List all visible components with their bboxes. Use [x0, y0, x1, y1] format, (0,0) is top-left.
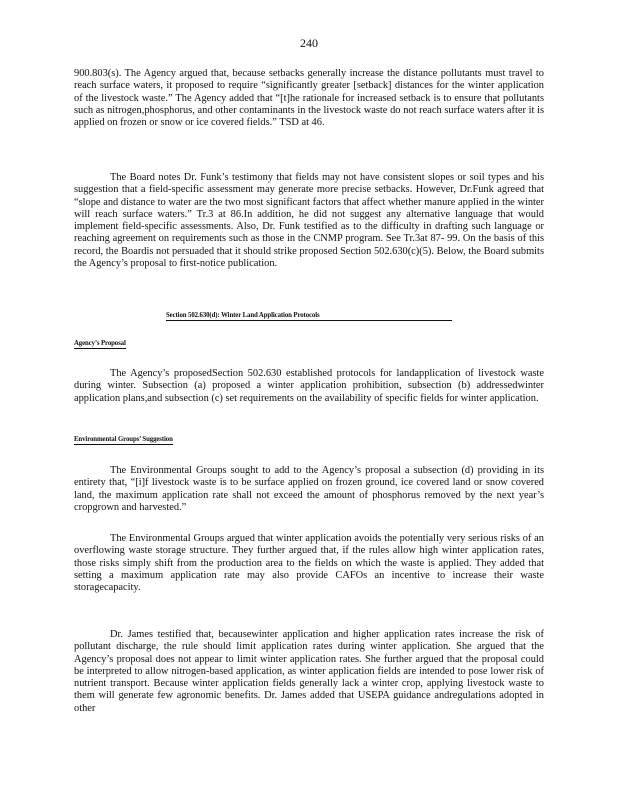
- paragraph-agency-proposal: The Agency’s proposedSection 502.630 established protocols for landapplication of livestock waste during winter. Subsection (a) proposed a winter application prohibition, subsection (b) addressedwinter application plans,and subsection (c) set requirements on the availability of specific fields for winter application.: [74, 368, 544, 404]
- agency-proposal-heading: Agency’s Proposal: [74, 340, 126, 347]
- page-number: 240: [300, 36, 318, 50]
- paragraph-environmental-groups-suggestion: The Environmental Groups sought to add to the Agency’s proposal a subsection (d) providing in its entirety that, “[i]f livestock waste is to be surface applied on frozen ground, ice covered land or snow covered land, the maximum application rate shall not exceed the amount of phosphorus removed by the next year’s cropgrown and harvested.”: [74, 465, 544, 513]
- paragraph-setback-rationale: 900.803(s). The Agency argued that, because setbacks generally increase the distance pollutants must travel to reach surface waters, it proposed to require “significantly greater [setback] distances for the winter application of the livestock waste.” The Agency added that “[t]he rationale for increased setback is to ensure that pollutants such as nitrogen,phosphorus, and other contaminants in the livestock waste do not reach surface waters after it is applied on frozen or snow or ice covered fields.” TSD at 46.: [74, 68, 544, 129]
- paragraph-funk-testimony: The Board notes Dr. Funk’s testimony that fields may not have consistent slopes or soil types and his suggestion that a field-specific assessment may generate more precise setbacks. However, Dr.Funk agreed that “slope and distance to water are the two most significant factors that affect whether manure applied in the winter will reach surface waters.” Tr.3 at 86.In addition, he did not suggest any alternative language that would implement field-specific assessments. Also, Dr. Funk testified as to the difficulty in drafting such language or reaching agreement on requirements such as those in the CNMP program. See Tr.3at 87- 99. On the basis of this record, the Boardis not persuaded that it should strike proposed Section 502.630(c)(5). Below, the Board submits the Agency’s proposal to first-notice publication.: [74, 172, 544, 270]
- environmental-groups-heading: Environmental Groups’ Suggestion: [74, 436, 173, 443]
- paragraph-environmental-groups-argument: The Environmental Groups argued that winter application avoids the potentially very serious risks of an overflowing waste storage structure. They further argued that, if the rules allow high winter application rates, those risks simply shift from the production area to the fields on which the waste is applied. They added that setting a maximum application rate may also provide CAFOs an incentive to increase their waste storagecapacity.: [74, 533, 544, 594]
- section-heading: Section 502.630(d): Winter Land Application Protocols: [166, 312, 452, 321]
- paragraph-james-testimony: Dr. James testified that, becausewinter application and higher application rates increase the risk of pollutant discharge, the rule should limit application rates during winter application. She argued that the Agency’s proposal does not appear to limit winter application rates. She further argued that the proposal could be interpreted to allow nitrogen-based application, as winter application fields are intended to pose lower risk of nutrient transport. Because winter application fields generally lack a winter crop, applying livestock waste to them will generate few agronomic benefits. Dr. James added that USEPA guidance andregulations adopted in other: [74, 629, 544, 714]
